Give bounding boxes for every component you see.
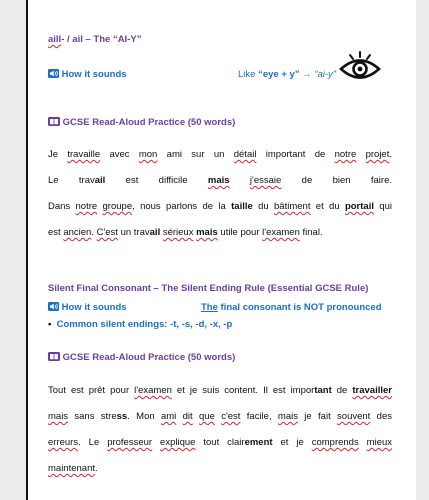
para2-line4: maintenant. (48, 463, 98, 474)
section-heading-aill: aill- / ail – The “AI-Y” (48, 34, 142, 45)
like-eye-y-hint: Like “eye + y” → “ai-y” (238, 69, 336, 80)
how-it-sounds-row: How it sounds (48, 69, 127, 80)
para2-line1: Tout est prêt pour l'examen et je suis content. Il est important de travailler (48, 385, 392, 396)
speaker-icon (48, 69, 62, 80)
practice-heading-2: GCSE Read-Aloud Practice (50 words) (48, 352, 235, 363)
left-margin (0, 0, 26, 500)
silent-endings-bullet: • Common silent endings: -t, -s, -d, -x, -p (48, 319, 233, 330)
para1-line1: Je travaille avec mon ami sur un détail important de notre projet. (48, 149, 392, 160)
silent-rule-text: The final consonant is NOT pronounced (201, 302, 382, 313)
eye-icon (339, 50, 381, 85)
right-margin (416, 0, 429, 500)
bullet-dot: • (48, 319, 52, 330)
paragraph-silent-consonant (48, 378, 392, 482)
speaker-icon (48, 302, 62, 313)
para2-line3: erreurs. Le professeur explique tout clairement et je comprends mieux (48, 437, 393, 448)
paragraph-aill (48, 142, 392, 246)
para1-line2: Le travail est difficile mais j'essaie de bien faire. (48, 175, 392, 186)
para1-line3: Dans notre groupe, nous parlons de la taille du bâtiment et du portail qui (48, 201, 392, 212)
how-it-sounds-row-2: How it sounds (48, 302, 127, 313)
book-icon (48, 117, 63, 128)
book-icon (48, 352, 63, 363)
section-heading-silent-final-consonant: Silent Final Consonant – The Silent Ending Rule (Essential GCSE Rule) (48, 283, 369, 294)
para2-line2: mais sans stress. Mon ami dit que c'est facile, mais je fait souvent des (48, 411, 392, 422)
practice-heading-1: GCSE Read-Aloud Practice (50 words) (48, 117, 235, 128)
para1-line4: est ancien. C'est un travail sérieux mais utile pour l'examen final. (48, 227, 323, 238)
